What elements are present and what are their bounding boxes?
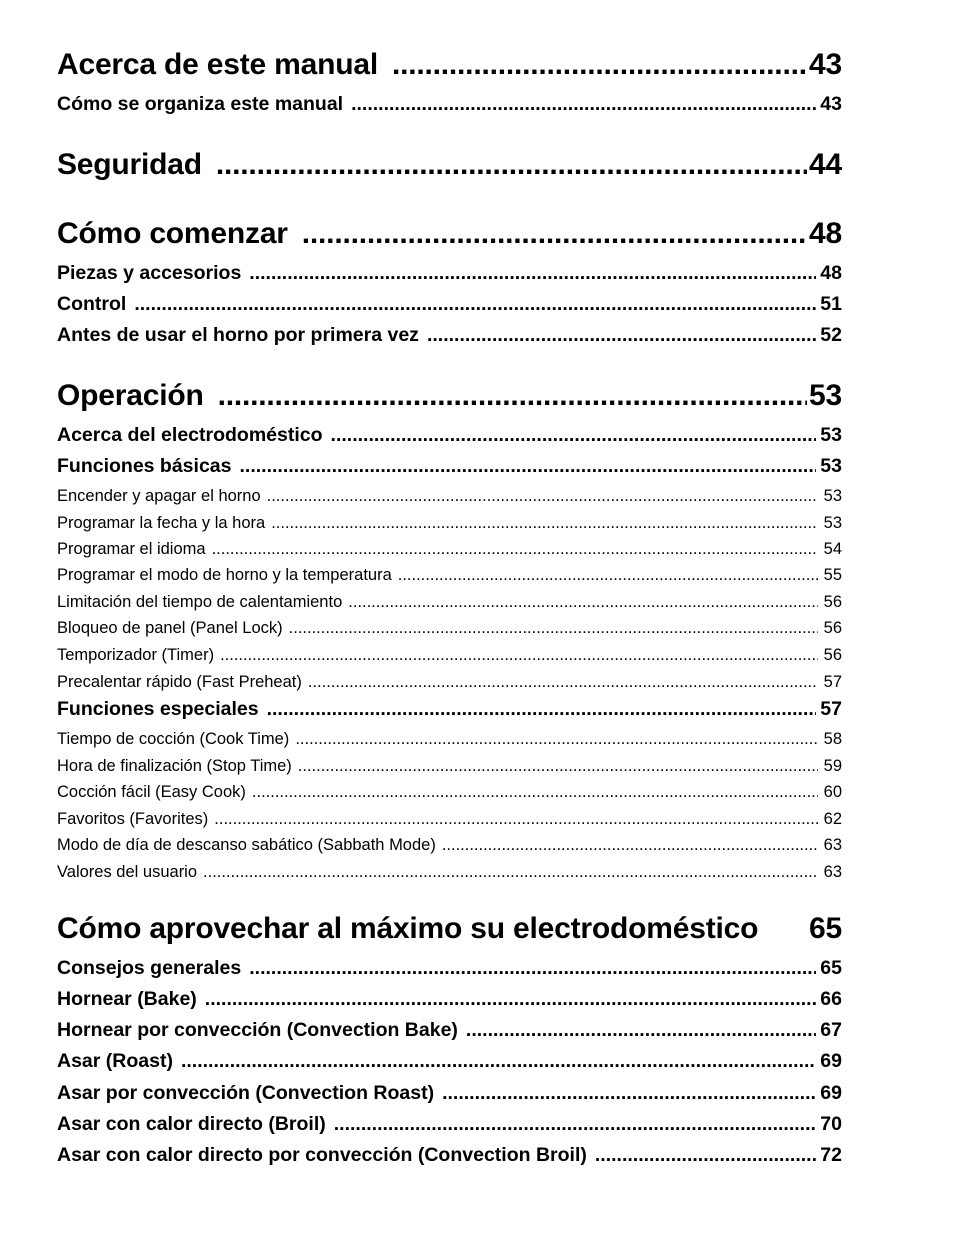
toc-entry-page: 53	[823, 488, 842, 505]
toc-entry-title: Asar (Roast)	[57, 1052, 173, 1072]
toc-entry-page: 44	[809, 150, 842, 180]
toc-entry-consejos[interactable]	[57, 959, 842, 979]
toc-entry-page: 58	[823, 731, 842, 748]
toc-entry-title: Favoritos (Favorites)	[57, 811, 209, 828]
toc-entry-funciones-basicas[interactable]	[57, 457, 842, 477]
dot-leader	[302, 219, 807, 249]
toc-entry-antes-de-usar[interactable]	[57, 326, 842, 346]
toc-entry-title: Programar el idioma	[57, 541, 206, 558]
toc-entry-page: 53	[820, 426, 842, 446]
toc-entry-page: 56	[823, 647, 842, 664]
toc-entry-page: 63	[823, 864, 842, 881]
toc-entry-page: 52	[820, 326, 842, 346]
dot-leader	[595, 1146, 816, 1166]
toc-entry-tiempo-coccion[interactable]	[57, 731, 842, 748]
toc-entry-page: 53	[820, 457, 842, 477]
toc-entry-title: Bloqueo de panel (Panel Lock)	[57, 620, 283, 637]
toc-entry-title: Piezas y accesorios	[57, 264, 242, 284]
toc-entry-acerca-de-este-manual[interactable]	[57, 50, 842, 80]
dot-leader	[218, 381, 807, 411]
toc-entry-title: Acerca del electrodoméstico	[57, 426, 323, 446]
toc-entry-title: Cómo se organiza este manual	[57, 95, 344, 115]
toc-entry-coccion-facil[interactable]	[57, 784, 842, 801]
toc-entry-page: 51	[820, 295, 842, 315]
dot-leader	[134, 295, 816, 315]
dot-leader	[249, 959, 816, 979]
toc-entry-title: Limitación del tiempo de calentamiento	[57, 594, 343, 611]
toc-entry-title: Hora de finalización (Stop Time)	[57, 758, 292, 775]
toc-entry-title: Encender y apagar el horno	[57, 488, 261, 505]
toc-entry-como-se-organiza[interactable]	[57, 95, 842, 115]
toc-entry-bloqueo[interactable]	[57, 620, 842, 637]
toc-entry-title: Cocción fácil (Easy Cook)	[57, 784, 246, 801]
toc-entry-title: Asar por convección (Convection Roast)	[57, 1084, 435, 1104]
toc-entry-temporizador[interactable]	[57, 647, 842, 664]
toc-entry-encender[interactable]	[57, 488, 842, 505]
toc-entry-title: Programar el modo de horno y la temperatura	[57, 567, 392, 584]
toc-entry-precalentar[interactable]	[57, 674, 842, 691]
toc-entry-hornear[interactable]	[57, 990, 842, 1010]
dot-leader	[466, 1021, 816, 1041]
dot-leader	[351, 95, 816, 115]
toc-entry-hornear-conveccion[interactable]	[57, 1021, 842, 1041]
dot-leader	[249, 264, 816, 284]
dot-leader	[334, 1115, 817, 1135]
toc-entry-valores-usuario[interactable]	[57, 864, 842, 881]
toc-entry-asar[interactable]	[57, 1052, 842, 1072]
toc-entry-title: Asar con calor directo por convección (Convection Broil)	[57, 1146, 587, 1166]
toc-entry-asar-conveccion[interactable]	[57, 1084, 842, 1104]
toc-entry-programar-fecha[interactable]	[57, 515, 842, 532]
toc-entry-favoritos[interactable]	[57, 811, 842, 828]
toc-entry-page: 63	[823, 837, 842, 854]
toc-entry-page: 62	[823, 811, 842, 828]
toc-entry-title: Antes de usar el horno por primera vez	[57, 326, 419, 346]
toc-entry-page: 53	[823, 515, 842, 532]
toc-entry-page: 66	[820, 990, 842, 1010]
toc-entry-title: Control	[57, 295, 127, 315]
toc-entry-title: Seguridad	[57, 150, 202, 180]
dot-leader	[289, 620, 818, 637]
toc-entry-seguridad[interactable]	[57, 150, 842, 180]
toc-entry-page: 69	[820, 1084, 842, 1104]
toc-entry-title: Hornear (Bake)	[57, 990, 197, 1010]
dot-leader	[271, 515, 817, 532]
toc-entry-page: 55	[823, 567, 842, 584]
toc-entry-funciones-especiales[interactable]	[57, 700, 842, 720]
toc-entry-title: Cómo comenzar	[57, 219, 288, 249]
toc-entry-title: Tiempo de cocción (Cook Time)	[57, 731, 290, 748]
toc-entry-page: 65	[820, 959, 842, 979]
toc-entry-page: 57	[820, 700, 842, 720]
toc-entry-page: 48	[809, 219, 842, 249]
toc-entry-limitacion[interactable]	[57, 594, 842, 611]
toc-entry-title: Asar con calor directo (Broil)	[57, 1115, 326, 1135]
toc-entry-programar-modo[interactable]	[57, 567, 842, 584]
toc-entry-title: Acerca de este manual	[57, 50, 378, 80]
toc-entry-title: Valores del usuario	[57, 864, 198, 881]
toc-entry-operacion[interactable]	[57, 381, 842, 411]
toc-entry-title: Funciones básicas	[57, 457, 232, 477]
toc-entry-broil-conveccion[interactable]	[57, 1146, 842, 1166]
dot-leader	[252, 784, 818, 801]
dot-leader	[216, 150, 807, 180]
toc-entry-page: 67	[820, 1021, 842, 1041]
dot-leader	[212, 541, 818, 558]
toc-entry-programar-idioma[interactable]	[57, 541, 842, 558]
toc-entry-como-comenzar[interactable]	[57, 219, 842, 249]
toc-entry-page: 54	[823, 541, 842, 558]
toc-entry-page: 65	[809, 914, 842, 944]
dot-leader	[442, 1084, 816, 1104]
dot-leader	[427, 326, 816, 346]
dot-leader	[181, 1052, 816, 1072]
toc-entry-title: Precalentar rápido (Fast Preheat)	[57, 674, 302, 691]
toc-entry-piezas[interactable]	[57, 264, 842, 284]
toc-entry-sabbath[interactable]	[57, 837, 842, 854]
toc-entry-page: 48	[820, 264, 842, 284]
dot-leader	[220, 647, 818, 664]
toc-entry-title: Funciones especiales	[57, 700, 259, 720]
dot-leader	[267, 700, 817, 720]
toc-entry-page: 59	[823, 758, 842, 775]
toc-entry-title: Consejos generales	[57, 959, 242, 979]
dot-leader	[331, 426, 817, 446]
dot-leader	[205, 990, 817, 1010]
toc-entry-broil[interactable]	[57, 1115, 842, 1135]
dot-leader	[348, 594, 817, 611]
dot-leader	[295, 731, 817, 748]
toc-entry-page: 70	[820, 1115, 842, 1135]
toc-entry-hora-finalizacion[interactable]	[57, 758, 842, 775]
toc-entry-title: Hornear por convección (Convection Bake)	[57, 1021, 458, 1041]
toc-entry-acerca-del-electrodomestico[interactable]	[57, 426, 842, 446]
toc-entry-page: 56	[823, 620, 842, 637]
toc-entry-control[interactable]	[57, 295, 842, 315]
toc-entry-title: Modo de día de descanso sabático (Sabbath Mode)	[57, 837, 436, 854]
toc-entry-page: 72	[820, 1146, 842, 1166]
dot-leader	[442, 837, 818, 854]
toc-entry-title: Operación	[57, 381, 204, 411]
toc-entry-page: 69	[820, 1052, 842, 1072]
dot-leader	[239, 457, 816, 477]
toc-entry-page: 43	[820, 95, 842, 115]
toc-entry-page: 57	[823, 674, 842, 691]
dot-leader	[398, 567, 818, 584]
toc-entry-title: Cómo aprovechar al máximo su electrodoméstico	[57, 914, 759, 944]
toc-entry-page: 60	[823, 784, 842, 801]
dot-leader	[267, 488, 818, 505]
toc-entry-como-aprovechar[interactable]	[57, 914, 842, 944]
dot-leader	[203, 864, 818, 881]
toc-entry-page: 43	[809, 50, 842, 80]
dot-leader	[214, 811, 817, 828]
toc-entry-title: Programar la fecha y la hora	[57, 515, 266, 532]
toc-entry-title: Temporizador (Timer)	[57, 647, 215, 664]
dot-leader	[298, 758, 818, 775]
dot-leader	[308, 674, 818, 691]
toc-entry-page: 56	[823, 594, 842, 611]
toc-entry-page: 53	[809, 381, 842, 411]
dot-leader	[392, 50, 807, 80]
